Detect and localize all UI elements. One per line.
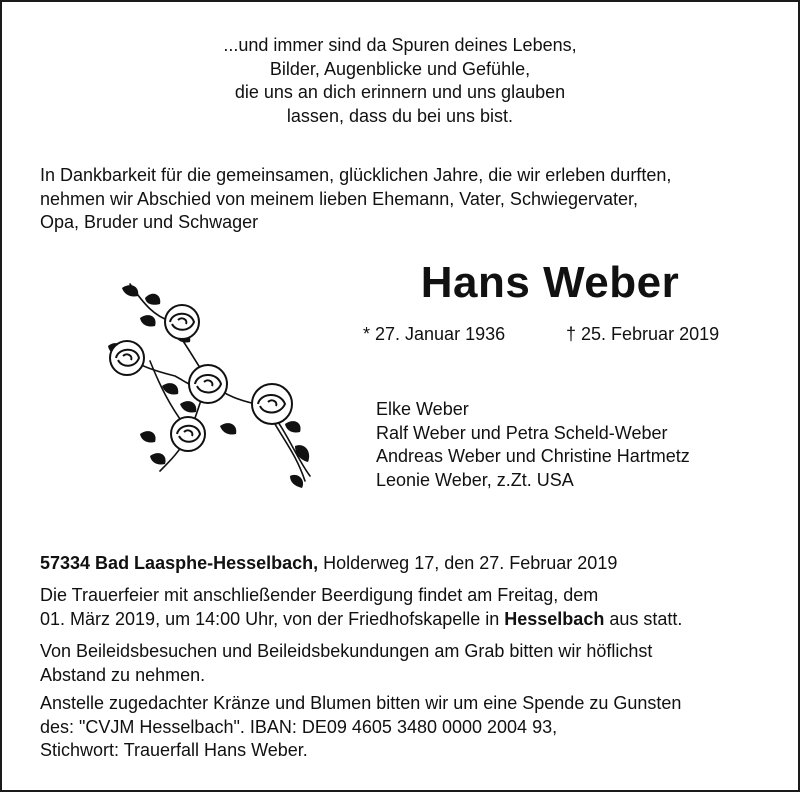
death-date: † 25. Februar 2019 [566, 324, 720, 344]
roses-illustration [100, 276, 325, 498]
family-list [376, 398, 690, 492]
intro-line: nehmen wir Abschied von meinem lieben Ehemann, Vater, Schwiegervater, [40, 188, 638, 209]
birth-date: * 27. Januar 1936 [363, 324, 506, 344]
funeral-location: Hesselbach [504, 608, 605, 629]
condolence-line: Von Beileidsbesuchen und Beileidsbekundungen am Grab bitten wir höflichst [40, 641, 653, 661]
donation-line: des: "CVJM Hesselbach". IBAN: DE09 4605 3480 0000 2004 93, [40, 716, 558, 737]
condolence-request [40, 640, 780, 687]
poem-line: lassen, dass du bei uns bist. [286, 105, 514, 126]
poem [0, 34, 800, 128]
deceased-name: Hans Weber [420, 258, 680, 307]
poem-line: die uns an dich erinnern und uns glauben [234, 82, 566, 102]
poem-line: ...und immer sind da Spuren deines Lebens, [223, 35, 577, 55]
place-date-line [40, 552, 780, 576]
funeral-line [40, 608, 780, 632]
intro-line: Opa, Bruder und Schwager [40, 212, 259, 232]
funeral-line-post: aus statt. [604, 608, 683, 629]
family-member: Leonie Weber, z.Zt. USA [376, 469, 574, 490]
address-date: Holderweg 17, den 27. Februar 2019 [318, 553, 618, 573]
funeral-info [40, 584, 780, 631]
family-member: Andreas Weber und Christine Hartmetz [376, 446, 690, 466]
donation-line: Stichwort: Trauerfall Hans Weber. [40, 740, 308, 760]
poem-line: Bilder, Augenblicke und Gefühle, [269, 58, 531, 79]
town: 57334 Bad Laasphe-Hesselbach, [40, 553, 319, 573]
family-member: Ralf Weber und Petra Scheld-Weber [376, 422, 668, 443]
intro-text [40, 164, 780, 235]
intro-line: In Dankbarkeit für die gemeinsamen, glücklichen Jahre, die wir erleben durften, [40, 165, 672, 185]
funeral-line: Die Trauerfeier mit anschließender Beerdigung findet am Freitag, dem [40, 585, 599, 605]
donation-line: Anstelle zugedachter Kränze und Blumen bitten wir um eine Spende zu Gunsten [40, 693, 682, 713]
funeral-line-pre: 01. März 2019, um 14:00 Uhr, von der Friedhofskapelle in [40, 608, 505, 629]
family-member: Elke Weber [376, 399, 469, 419]
condolence-line: Abstand zu nehmen. [40, 664, 206, 685]
donation-info [40, 692, 780, 763]
